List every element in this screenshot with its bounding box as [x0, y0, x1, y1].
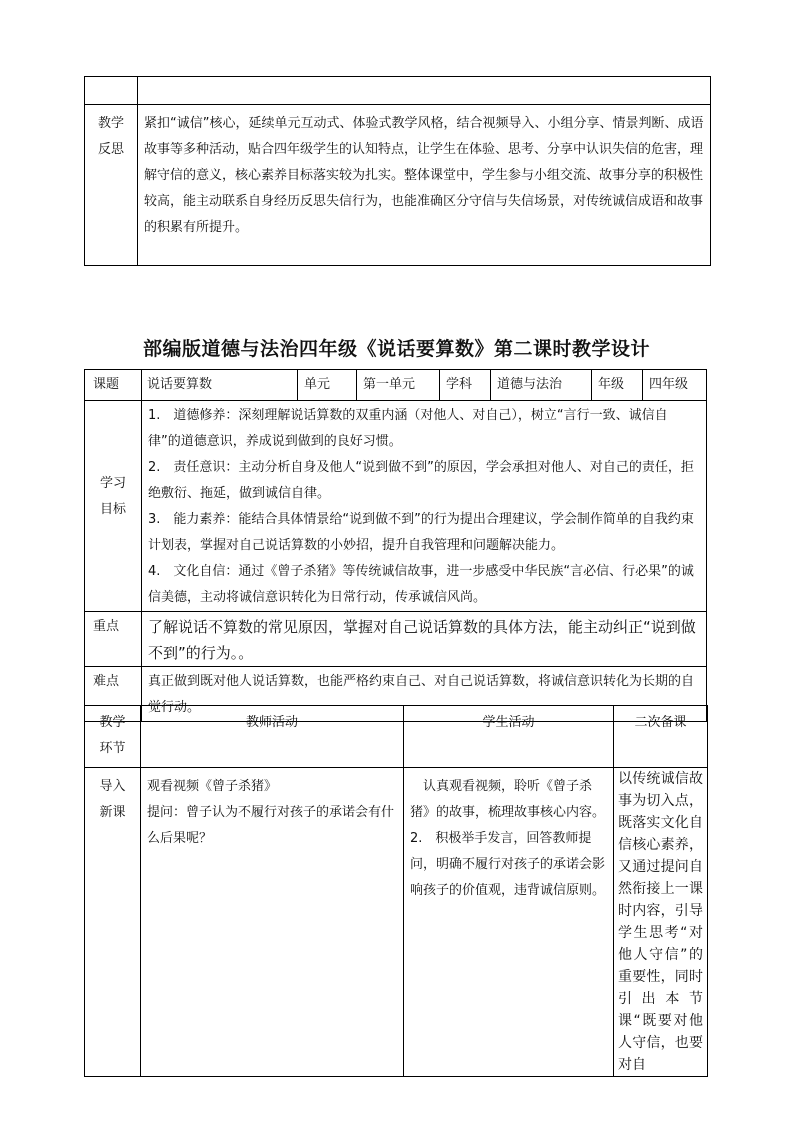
grade-label: 年级	[592, 370, 643, 401]
notes-header: 二次备课	[614, 706, 708, 768]
subject-value: 道德与法治	[491, 370, 592, 401]
stage-cell	[85, 768, 141, 1077]
stage-header-line2: 环节	[99, 741, 126, 756]
difficulty-text: 真正做到既对他人说话算数，也能严格约束自己、对自己说话算数，将诚信意识转化为长期的自觉行动。	[142, 667, 707, 722]
teacher-activity	[141, 768, 404, 1077]
goal-item: 4. 文化自信：通过《曾子杀猪》等传统诚信故事，进一步感受中华民族“言必信、行必果”的诚信美德，主动将诚信意识转化为日常行动，传承诚信风尚。	[148, 564, 694, 605]
student-activity-line: 认真观看视频，聆听《曾子杀猪》的故事，梳理故事核心内容。	[410, 779, 606, 820]
goals-content	[142, 401, 707, 612]
page-title: 部编版道德与法治四年级《说话要算数》第二课时教学设计	[142, 338, 650, 360]
student-activity	[404, 768, 614, 1077]
key-point-text: 了解说话不算数的常见原因，掌握对自己说话算数的具体方法，能主动纠正“说到做不到”的行为。。	[142, 612, 707, 667]
teacher-activity-line: 观看视频《曾子杀猪》	[147, 779, 278, 794]
topic-value: 说话要算数	[142, 370, 298, 401]
reflection-label	[85, 105, 138, 266]
empty-cell	[85, 77, 138, 105]
goals-label-line1: 学习	[99, 476, 126, 491]
notes-cell: 以传统诚信故事为切入点，既落实文化自信核心素养，又通过提问自然衔接上一课时内容，引导学生思考“对他人守信”的重要性，同时引出本节课“既要对他人守信，也要对自	[614, 768, 708, 1077]
reflection-label-line2: 反思	[97, 142, 124, 157]
teacher-activity-line: 提问：曾子认为不履行对孩子的承诺会有什么后果呢？	[147, 805, 395, 846]
stage-header-line1: 教学	[99, 715, 126, 730]
unit-label: 单元	[298, 370, 357, 401]
goal-item: 3. 能力素养：能结合具体情景给“说到做不到”的行为提出合理建议，学会制作简单的自我约束计划表，掌握对自己说话算数的小妙招，提升自我管理和问题解决能力。	[148, 512, 694, 553]
goal-item: 1. 道德修养：深刻理解说话算数的双重内涵（对他人、对自己），树立“言行一致、诚信自律”的道德意识，养成说到做到的良好习惯。	[148, 408, 668, 449]
goal-item: 2. 责任意识：主动分析自身及他人“说到做不到”的原因，学会承担对他人、对自己的责任，拒绝敷衍、拖延，做到诚信自律。	[148, 460, 694, 501]
stage-line1: 导入	[99, 779, 126, 794]
process-table	[84, 705, 708, 1077]
topic-label: 课题	[85, 370, 142, 401]
reflection-text: 紧扣“诚信”核心，延续单元互动式、体验式教学风格，结合视频导入、小组分享、情景判断、成语故事等多种活动，贴合四年级学生的认知特点，让学生在体验、思考、分享中认识失信的危害，理解守信的意义，核心素养目标落实较为扎实。整体课堂中，学生参与小组交流、故事分享的积极性较高，能主动联系自身经历反思失信行为，也能准确区分守信与失信场景，对传统诚信成语和故事的积累有所提升。	[138, 105, 711, 266]
grade-value: 四年级	[643, 370, 707, 401]
reflection-label-line1: 教学	[97, 116, 124, 131]
empty-cell	[138, 77, 711, 105]
student-activity-line: 2. 积极举手发言，回答教师提问，明确不履行对孩子的承诺会影响孩子的价值观，违背诚信原则。	[410, 831, 606, 898]
difficulty-label: 难点	[85, 667, 142, 722]
goals-label-line2: 目标	[99, 502, 126, 517]
stage-header	[85, 706, 141, 768]
unit-value: 第一单元	[357, 370, 440, 401]
teacher-header: 教师活动	[141, 706, 404, 768]
stage-line2: 新课	[99, 805, 126, 820]
goals-label	[85, 401, 142, 612]
student-header: 学生活动	[404, 706, 614, 768]
lesson-info-table	[84, 369, 707, 722]
reflection-table	[84, 76, 711, 266]
subject-label: 学科	[440, 370, 491, 401]
key-point-label: 重点	[85, 612, 142, 667]
